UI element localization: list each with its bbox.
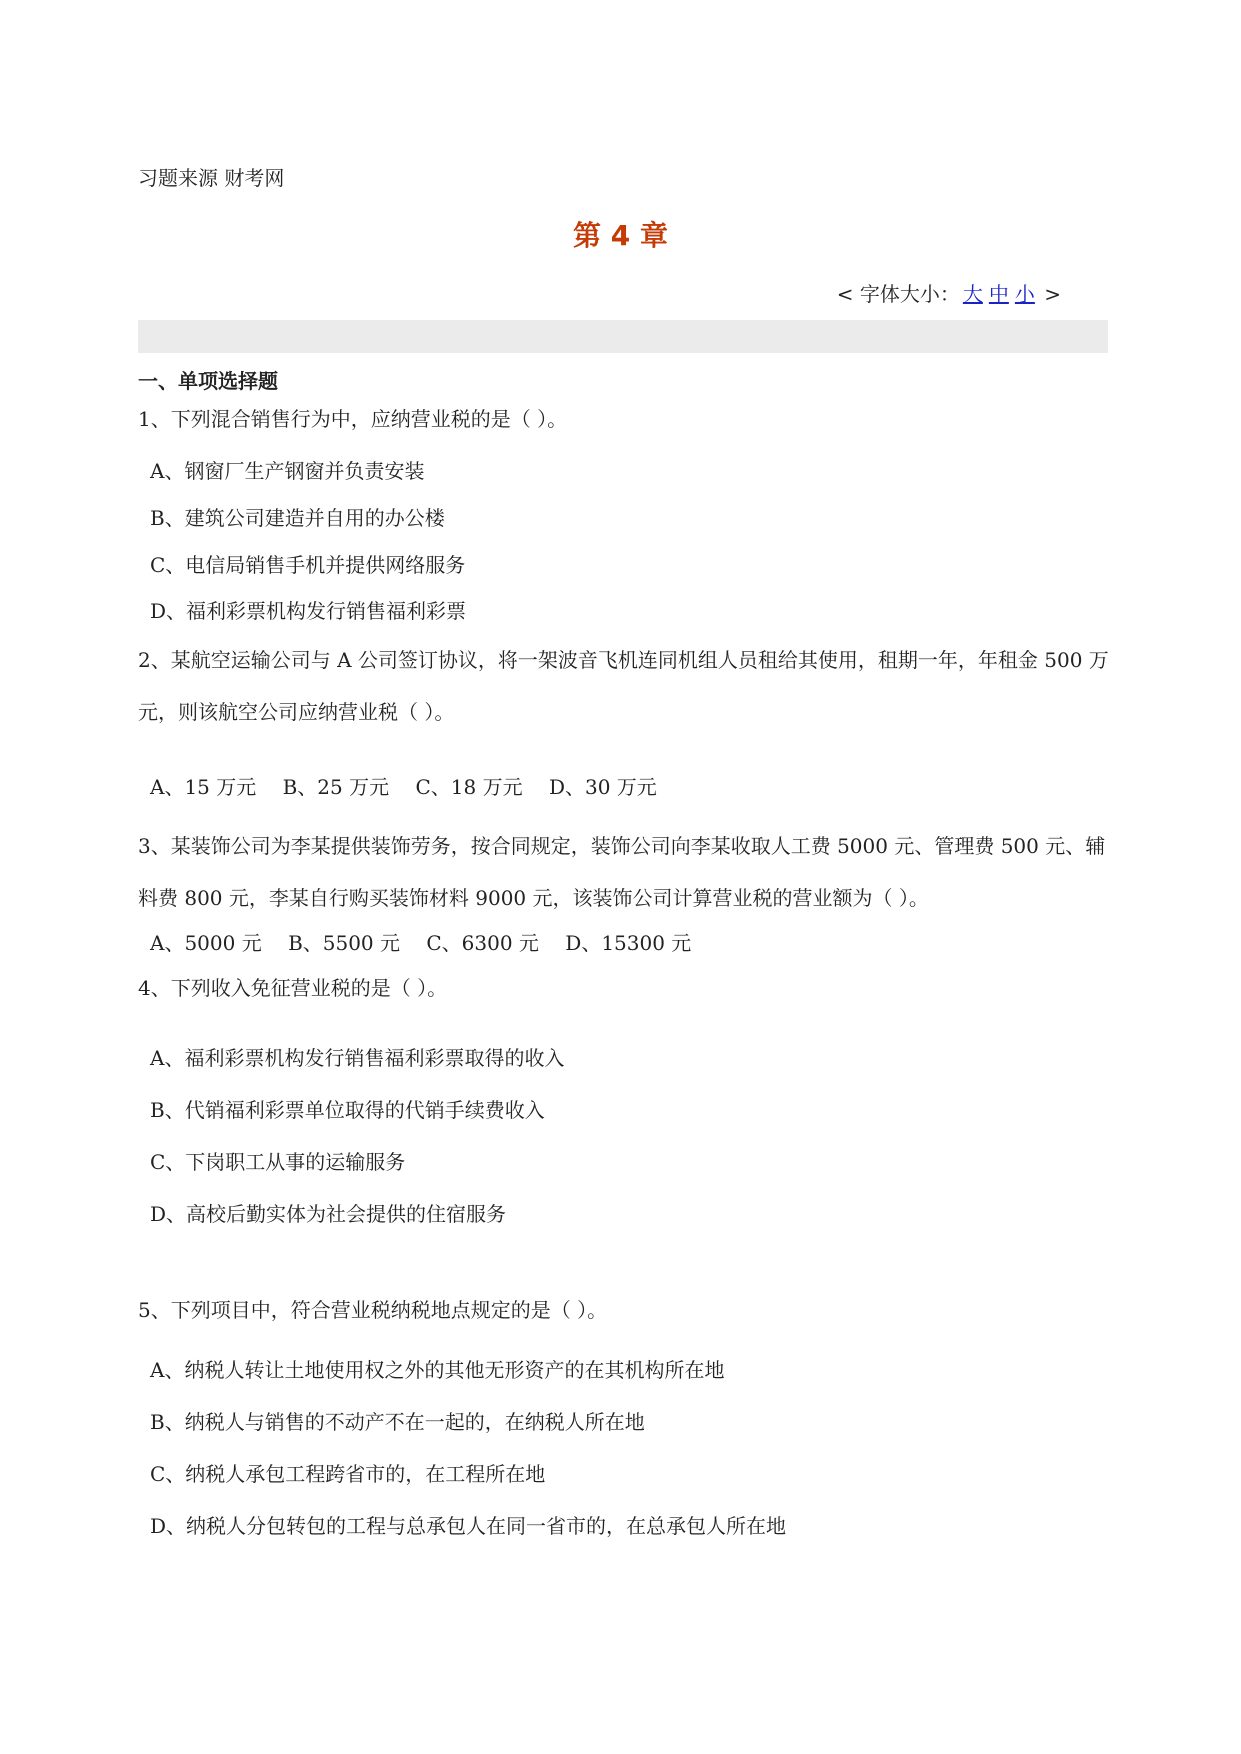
- question-2: 2、某航空运输公司与 A 公司签订协议，将一架波音飞机连同机组人员租给其使用，租期一年，年租金 500 万元，则该航空公司应纳营业税（ ）。: [138, 648, 1109, 724]
- question-1-option-c: C、电信局销售手机并提供网络服务: [150, 553, 466, 577]
- question-2-option-c: C、18 万元: [415, 775, 523, 799]
- question-1-option-b: B、建筑公司建造并自用的办公楼: [150, 506, 445, 530]
- chapter-title: 第 4 章: [573, 219, 668, 252]
- divider-band: [138, 320, 1108, 353]
- question-1-option-d: D、福利彩票机构发行销售福利彩票: [150, 599, 467, 623]
- question-4-option-d: D、高校后勤实体为社会提供的住宿服务: [150, 1202, 507, 1226]
- question-5-option-d: D、纳税人分包转包的工程与总承包人在同一省市的，在总承包人所在地: [150, 1514, 787, 1538]
- question-4-option-c: C、下岗职工从事的运输服务: [150, 1150, 406, 1174]
- question-5-option-a: A、纳税人转让土地使用权之外的其他无形资产的在其机构所在地: [150, 1358, 725, 1382]
- font-size-selector: [837, 280, 1061, 308]
- source-line: 习题来源 财考网: [138, 166, 285, 190]
- question-2-option-a: A、15 万元: [150, 775, 257, 799]
- font-size-medium-link[interactable]: 中: [988, 282, 1009, 306]
- question-2-options: [150, 773, 677, 801]
- question-5-option-c: C、纳税人承包工程跨省市的，在工程所在地: [150, 1462, 546, 1486]
- question-3-option-c: C、6300 元: [426, 931, 539, 955]
- question-5: 5、下列项目中，符合营业税纳税地点规定的是（ ）。: [138, 1298, 608, 1322]
- question-3: 3、某装饰公司为李某提供装饰劳务，按合同规定，装饰公司向李某收取人工费 5000 元、管理费 500 元、辅料费 800 元，李某自行购买装饰材料 9000 元，该装饰公司计算营业税的营业额为（ ）。: [138, 834, 1106, 910]
- question-2-option-b: B、25 万元: [282, 775, 390, 799]
- font-size-label: < 字体大小：: [836, 282, 960, 306]
- question-3-option-d: D、15300 元: [565, 931, 692, 955]
- question-2-option-d: D、30 万元: [548, 775, 657, 799]
- question-3-option-a: A、5000 元: [150, 931, 262, 955]
- question-3-options: [150, 929, 711, 957]
- section-heading: 一、单项选择题: [138, 369, 278, 393]
- question-1-option-a: A、钢窗厂生产钢窗并负责安装: [150, 459, 425, 483]
- question-4-option-a: A、福利彩票机构发行销售福利彩票取得的收入: [150, 1046, 565, 1070]
- question-4: 4、下列收入免征营业税的是（ ）。: [138, 976, 448, 1000]
- question-1: 1、下列混合销售行为中，应纳营业税的是（ ）。: [138, 407, 568, 431]
- question-3-option-b: B、5500 元: [288, 931, 401, 955]
- question-4-option-b: B、代销福利彩票单位取得的代销手续费收入: [150, 1098, 545, 1122]
- font-size-large-link[interactable]: 大: [962, 282, 983, 306]
- font-size-end: >: [1044, 282, 1061, 306]
- font-size-small-link[interactable]: 小: [1014, 282, 1035, 306]
- question-5-option-b: B、纳税人与销售的不动产不在一起的，在纳税人所在地: [150, 1410, 645, 1434]
